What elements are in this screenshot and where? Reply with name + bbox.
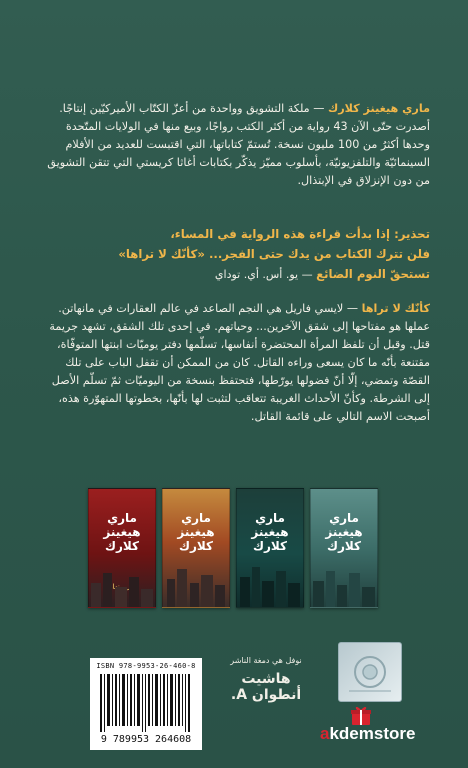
synopsis-text: — لايسي فاريل هي النجم الصاعد في عالم العقارات في مانهاتن. عملها هو مفتاحها إلى شقق الآخرين... وحياتهم. في إحدى تلك الشقق، تشهد جريمة قتل. وقبل أن تلفظ المرأة المحتضرة أنفاسها، تسلّمها دفتر يوميّات ابنتها المتوفّاة، مقتنعة بأنّه ما كان يسعى وراءه القاتل. كان من الممكن أن تقفل الباب على تلك القصّة وتمضي، إلّا أنّ فضولها يورّطها، فتحتفظ بنسخة من اليوميّات ثمّ تسلّم الأصل إلى الشرطة. وكأنّ الأحداث الغريبة تتعاقب لتثبت لها بأنّها، بخطوتها المتهوّرة هذه، أصبحت الاسم التالي على قائمة القاتل. (49, 302, 430, 423)
store-name (320, 724, 450, 744)
gift-box-icon (350, 704, 372, 726)
warning-line-3: تستحقّ النوم الضائع (316, 267, 430, 281)
city-skyline-icon (163, 559, 229, 607)
warning-line-1: تحذير: إذا بدأت قراءة هذه الرواية في المساء، (170, 227, 430, 241)
hologram-sticker (338, 642, 402, 702)
book-cover-1 (88, 488, 156, 608)
city-skyline-icon (89, 559, 155, 607)
warning-block (42, 224, 430, 285)
author-bio-text: — ملكة التشويق وواحدة من أعزّ الكتّاب الأميركيّين إنتاجًا. أصدرت حتّى الآن 43 رواية من أكثر الكتب رواجًا، وبيع منها في الولايات المتّحدة وحدها أكثرُ من 100 مليون نسخة. تُستمّ كتاباتها، التي اقتبست للعديد من الأفلام السينمائيّة والتلفزيونيّة، بأسلوب مميّز يذكّر بكتابات أغاثا كريستي التي تتقن التشويق من دون الإنزلاق في الإبتذال. (47, 102, 430, 187)
book-cover-3-title: ماري هيغينز كلارك (251, 511, 289, 553)
barcode-digits: 9 789953 264608 (100, 734, 192, 745)
isbn-number: ISBN 978-9953-26-460-8 (96, 662, 196, 670)
publisher-name-2: أنطوان A. (230, 687, 302, 703)
book-title: كأنّك لا تراها (361, 302, 430, 315)
hologram-icon (339, 643, 401, 701)
barcode (90, 658, 202, 750)
book-cover-1-title: ماري هيغينز كلارك (103, 511, 141, 553)
book-cover-2-title: ماري هيغينز كلارك (177, 511, 215, 553)
book-cover-4 (310, 488, 378, 608)
warning-source: — يو. أس. أي. توداي (214, 268, 317, 281)
store-name-rest: kdemstore (329, 724, 416, 743)
synopsis (42, 300, 430, 426)
store-logo (320, 704, 450, 752)
publisher-logo (212, 656, 320, 734)
city-skyline-icon (311, 559, 377, 607)
book-cover-2 (162, 488, 230, 608)
warning-line-2: فلن تترك الكتاب من يدك حتى الفجر... «كأنّك لا تراها» (118, 247, 430, 261)
related-books (88, 488, 376, 612)
book-cover-3 (236, 488, 304, 608)
author-name: ماري هيغينز كلارك (327, 102, 430, 115)
publisher-tagline: نوفل هي دمغة الناشر (230, 656, 302, 665)
book-cover-4-title: ماري هيغينز كلارك (325, 511, 363, 553)
store-name-prefix: a (320, 724, 330, 743)
author-bio (42, 100, 430, 190)
city-skyline-icon (237, 559, 303, 607)
publisher-name-1: هاشيت (241, 671, 291, 687)
